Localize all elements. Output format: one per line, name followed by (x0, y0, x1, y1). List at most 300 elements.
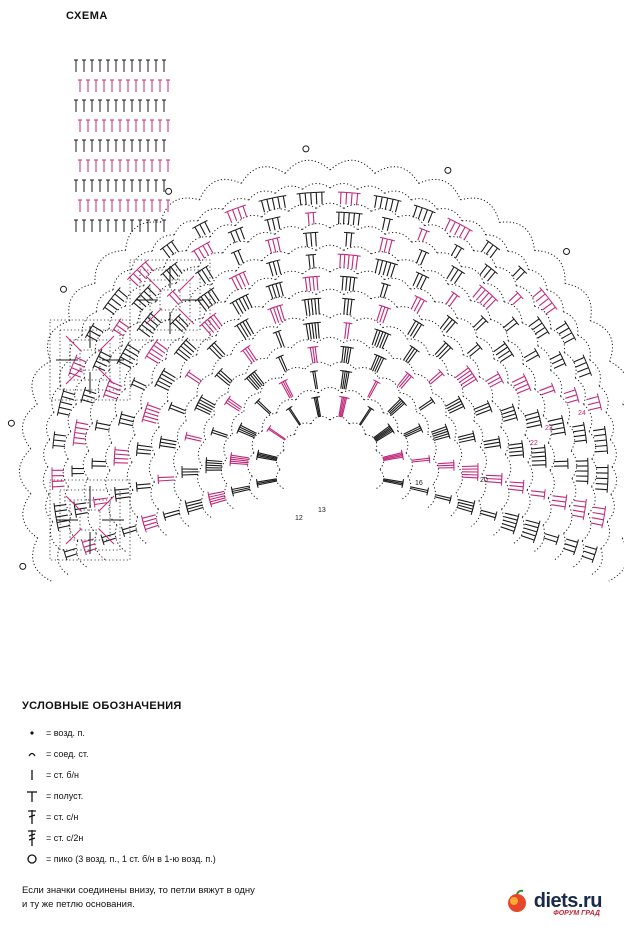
stitch-mark (53, 486, 65, 487)
stitch-mark (230, 463, 248, 464)
stitch-mark (238, 250, 243, 263)
stitch-mark (211, 317, 220, 328)
stitch-mark (269, 428, 285, 439)
stitch-mark (566, 539, 578, 542)
chain-ring (43, 183, 616, 574)
stitch-cap (565, 321, 568, 326)
stitch-mark (410, 323, 418, 337)
stitch-mark (189, 372, 202, 381)
legend-item: = соед. ст. (22, 743, 322, 764)
stitch-mark (137, 487, 151, 488)
stitch-cap (280, 196, 286, 197)
stitch-mark (121, 414, 135, 418)
stitch-mark (501, 527, 514, 531)
stitch-cap (605, 426, 606, 432)
stitch-mark (306, 324, 309, 340)
stitch-mark (106, 390, 119, 395)
legend-item: = возд. п. (22, 722, 322, 743)
stitch-cap (245, 345, 250, 348)
stitch-mark (141, 295, 150, 303)
stitch-mark (595, 489, 607, 490)
stitch-mark (158, 480, 174, 481)
stitch-mark (104, 395, 117, 399)
bar-icon (22, 767, 42, 783)
stitch-cap (485, 264, 490, 268)
stitch-cap (565, 429, 566, 435)
stitch-mark (587, 397, 599, 400)
stitch-mark (163, 248, 170, 258)
stitch-mark (305, 278, 307, 292)
stitch-mark (413, 324, 422, 338)
stitch-mark (413, 206, 417, 217)
stitch-mark (561, 333, 572, 339)
stitch-mark (531, 452, 545, 453)
stitch-mark (137, 449, 151, 451)
stitch-mark (114, 458, 128, 459)
stitch-mark (160, 446, 176, 448)
stitch-mark (342, 276, 343, 290)
stitch-mark (281, 383, 290, 399)
stitch-mark (596, 484, 608, 485)
stitch-mark (137, 453, 151, 454)
stitch-mark (433, 434, 448, 439)
stitch-mark (572, 515, 584, 517)
stitch-mark (462, 477, 478, 478)
stitch-mark (208, 320, 217, 331)
stitch-mark (117, 325, 127, 332)
picot-mark (166, 188, 172, 194)
stitch-mark (404, 426, 420, 434)
stitch-mark (206, 465, 222, 466)
stitch-mark (503, 520, 517, 524)
stitch-mark (278, 217, 280, 229)
stitch-mark (257, 402, 270, 414)
note-line: Если значки соединены внизу, то петли вяжут в одну (22, 885, 255, 896)
stitch-cap (432, 399, 435, 404)
stitch-cap (275, 217, 281, 218)
stitch-mark (554, 363, 565, 368)
stitch-mark (54, 440, 66, 441)
stitch-cap (346, 213, 352, 214)
stitch-cap (584, 422, 585, 428)
stitch-mark (593, 507, 605, 509)
legend-item: = ст. с/2н (22, 827, 322, 848)
stitch-mark (423, 210, 427, 221)
stitch-mark (315, 299, 316, 315)
stitch-cap (75, 507, 76, 513)
stitch-cap (106, 300, 110, 305)
site-logo[interactable] (504, 888, 602, 917)
stitch-mark (574, 435, 586, 437)
stitch-mark (111, 298, 121, 305)
stitch-mark (105, 307, 115, 314)
stitch-mark (277, 238, 280, 252)
row-number-label: 20 (480, 477, 488, 484)
stitch-mark (396, 201, 399, 213)
stitch-mark (181, 346, 192, 355)
stitch-cap (227, 396, 231, 401)
stitch-mark (455, 224, 461, 235)
stitch-mark (308, 213, 309, 225)
stitch-cap (165, 243, 170, 247)
stitch-mark (567, 400, 579, 403)
stitch-cap (94, 497, 95, 503)
stitch-cap (523, 488, 524, 494)
stitch-cap (136, 482, 137, 488)
stitch-cap (231, 487, 232, 493)
stitch-mark (509, 486, 523, 487)
stitch-mark (576, 481, 588, 482)
stitch-mark (290, 408, 301, 425)
stitch-mark (114, 330, 124, 337)
stitch-mark (243, 206, 247, 217)
stitch-mark (554, 461, 568, 462)
stitch-mark (233, 210, 237, 221)
stitch-cap (419, 323, 424, 326)
stitch-mark (144, 416, 158, 420)
stitch-mark (90, 330, 100, 336)
stitch-mark (346, 277, 347, 291)
stitch-mark (138, 445, 152, 447)
stitch-mark (375, 331, 380, 346)
stitch-mark (559, 328, 569, 334)
stitch-mark (57, 520, 69, 522)
stitch-mark (171, 405, 186, 411)
stitch-mark (262, 201, 265, 213)
stitch-cap (54, 503, 55, 509)
stitch-cap (586, 499, 587, 505)
stitch-mark (470, 348, 481, 357)
stitch-mark (234, 252, 240, 265)
stitch-mark (76, 422, 88, 424)
stitch-mark (593, 429, 605, 431)
stitch-cap (349, 299, 355, 300)
stitch-mark (589, 407, 601, 410)
stitch-mark (528, 425, 542, 428)
stitch-cap (312, 347, 318, 348)
stitch-mark (59, 407, 71, 410)
stitch-mark (544, 538, 557, 542)
stitch-mark (444, 320, 453, 331)
apple-icon (504, 888, 530, 914)
stitch-mark (316, 192, 317, 204)
stitch-mark (283, 382, 291, 398)
stitch-mark (146, 408, 159, 412)
stitch-mark (206, 460, 222, 461)
stitch-mark (283, 196, 285, 208)
stitch-mark (387, 219, 390, 231)
stitch-mark (200, 224, 206, 235)
stitch-mark (272, 198, 275, 210)
stitch-mark (369, 382, 378, 398)
stitch-mark (187, 375, 200, 384)
picot-mark (445, 167, 451, 173)
stitch-mark (272, 219, 275, 231)
logo-subtitle: ФОРУМ ГРАД (553, 910, 600, 917)
stitch-mark (564, 338, 575, 344)
stitch-cap (206, 457, 207, 463)
stitch-mark (148, 288, 157, 297)
legend-item: = пико (3 возд. п., 1 ст. б/н в 1-ю возд. п.) (22, 848, 322, 869)
stitch-mark (352, 255, 354, 269)
stitch-cap (583, 514, 584, 520)
stitch-cap (103, 305, 107, 310)
stitch-mark (56, 515, 68, 517)
stitch-mark (170, 408, 185, 414)
stitch-mark (240, 324, 248, 338)
stitch-mark (83, 395, 95, 399)
stitch-mark (385, 198, 388, 210)
stitch-mark (94, 498, 108, 500)
stitch-cap (605, 506, 606, 512)
stitch-mark (574, 501, 586, 503)
t-icon (22, 788, 42, 804)
stitch-mark (268, 240, 272, 254)
stitch-mark (463, 379, 477, 388)
stitch-mark (535, 327, 545, 334)
motif-stitch (66, 529, 82, 545)
picot-mark (564, 249, 570, 255)
stitch-mark (551, 432, 565, 434)
stitch-mark (550, 354, 561, 359)
stitch-mark (348, 255, 349, 269)
stitch-mark (178, 316, 188, 326)
stitch-mark (582, 556, 593, 560)
stitch-mark (529, 319, 539, 326)
stitch-cap (565, 504, 566, 510)
stitch-mark (92, 461, 106, 462)
chain-ring (127, 268, 532, 544)
stitch-cap (265, 219, 271, 220)
stitch-mark (564, 390, 575, 394)
stitch-mark (358, 214, 359, 226)
stitch-mark (267, 220, 270, 232)
chain-ring (276, 416, 384, 488)
stitch-mark (74, 438, 86, 440)
stitch-cap (73, 440, 74, 446)
stitch-mark (75, 433, 87, 435)
stitch-cap (402, 454, 403, 460)
stitch-mark (475, 406, 490, 412)
stitch-mark (357, 193, 358, 205)
stitch-mark (503, 418, 517, 422)
stitch-cap (349, 233, 355, 234)
stitch-mark (346, 347, 348, 363)
stitch-mark (163, 274, 171, 283)
stitch-mark (486, 475, 502, 476)
stitch-mark (522, 532, 535, 536)
stitch-mark (172, 242, 179, 252)
stitch-cap (584, 509, 585, 515)
stitch-mark (459, 374, 472, 383)
stitch-mark (383, 262, 387, 276)
stitch-cap (541, 422, 542, 428)
stitch-mark (198, 299, 207, 310)
stitch-cap (53, 437, 54, 443)
stitch-mark (382, 334, 388, 349)
stitch-mark (318, 323, 319, 339)
stitch-mark (476, 410, 491, 416)
stitch-cap (169, 240, 174, 243)
stitch-cap (355, 193, 361, 194)
motif-stitch (99, 336, 115, 352)
stitch-cap (196, 247, 201, 250)
stitch-mark (524, 528, 537, 532)
stitch-mark (461, 376, 475, 385)
stitch-mark (388, 240, 392, 254)
stitch-mark (268, 429, 285, 440)
stitch-cap (252, 370, 257, 374)
stitch-mark (142, 515, 156, 519)
stitch-mark (311, 299, 313, 315)
stitch-cap (355, 255, 361, 256)
stitch-cap (607, 443, 608, 449)
legend-item: = полуст. (22, 785, 322, 806)
stitch-cap (374, 196, 380, 197)
stitch-mark (482, 242, 489, 252)
stitch-cap (76, 419, 77, 425)
stitch-mark (145, 412, 158, 416)
stitch-mark (269, 263, 273, 276)
stitch-cap (352, 277, 358, 278)
stitch-mark (574, 440, 586, 441)
stitch-cap (385, 197, 391, 198)
stitch-mark (359, 408, 370, 425)
stitch-mark (346, 233, 347, 247)
stitch-cap (269, 197, 275, 198)
stitch-mark (434, 436, 449, 440)
stitch-cap (387, 218, 393, 219)
stitch-mark (167, 245, 174, 255)
stitch-cap (275, 260, 281, 261)
stitch-mark (418, 208, 422, 219)
stitch-mark (372, 330, 377, 345)
stitch-mark (108, 303, 118, 310)
stitch-mark (73, 443, 85, 444)
note-line: и ту же петлю основания. (22, 899, 135, 910)
stitch-mark (344, 299, 345, 315)
stitch-mark (577, 368, 588, 372)
stitch-mark (347, 323, 349, 339)
stitch-mark (116, 497, 130, 499)
stitch-mark (313, 255, 314, 269)
stitch-mark (143, 420, 157, 424)
stitch-mark (66, 554, 77, 558)
stitch-mark (505, 513, 519, 516)
picot-mark (8, 420, 14, 426)
stitch-mark (508, 443, 522, 445)
stitch-mark (594, 440, 606, 441)
stitch-mark (115, 493, 129, 495)
stitch-mark (573, 505, 585, 507)
motif-stitch (179, 276, 195, 292)
stitch-mark (137, 270, 145, 279)
stitch-mark (438, 463, 454, 464)
stitch-mark (384, 239, 387, 253)
stitch-cap (264, 199, 270, 200)
row-number-label: 13 (318, 507, 326, 514)
stitch-mark (509, 451, 523, 452)
stitch-mark (422, 231, 427, 242)
stitch-mark (144, 522, 157, 526)
stitch-mark (310, 348, 313, 364)
legend-item: = ст. б/н (22, 764, 322, 785)
stitch-mark (345, 323, 347, 339)
stitch-mark (526, 520, 540, 524)
stitch-cap (305, 213, 311, 214)
stitch-mark (269, 286, 274, 299)
stitch-mark (480, 265, 487, 275)
picot-mark (303, 146, 309, 152)
stitch-cap (173, 262, 178, 266)
stitch-cap (544, 494, 545, 500)
row-number-label: 16 (415, 480, 423, 487)
stitch-mark (565, 395, 577, 399)
stitch-mark (486, 479, 502, 480)
stitch-cap (314, 397, 320, 398)
stitch-mark (115, 489, 129, 490)
cross-icon (22, 809, 42, 825)
stitch-mark (474, 403, 489, 409)
stitch-cap (455, 294, 460, 298)
stitch-mark (532, 323, 542, 330)
stitch-mark (513, 268, 521, 277)
stitch-cap (415, 349, 420, 353)
stitch-mark (63, 391, 75, 395)
stitch-mark (115, 294, 124, 302)
stitch-mark (417, 250, 422, 263)
stitch-mark (384, 285, 388, 298)
stitch-mark (451, 246, 457, 256)
stitch-cap (500, 443, 501, 449)
stitch-mark (353, 278, 355, 292)
stitch-mark (573, 510, 585, 512)
stitch-mark (490, 248, 497, 258)
stitch-cap (554, 305, 558, 310)
stitch-mark (450, 222, 455, 233)
stitch-cap (112, 327, 115, 332)
stitch-mark (171, 267, 178, 276)
stitch-mark (455, 248, 461, 258)
stitch-mark (277, 261, 280, 275)
stitch-cap (459, 247, 464, 250)
stitch-cap (185, 500, 186, 506)
stitch-mark (500, 407, 513, 412)
stitch-cap (347, 323, 353, 324)
stitch-mark (543, 303, 553, 310)
legend-note (22, 884, 402, 912)
stitch-cap (274, 237, 280, 238)
stitch-mark (553, 496, 567, 498)
stitch-mark (137, 484, 151, 485)
stitch-mark (194, 251, 200, 261)
stitch-mark (145, 525, 158, 529)
stitch-mark (502, 524, 515, 528)
stitch-mark (383, 218, 386, 230)
stitch-mark (572, 425, 584, 427)
stitch-mark (351, 193, 352, 205)
stitch-mark (348, 213, 349, 225)
stitch-mark (484, 442, 500, 445)
stitch-mark (512, 297, 521, 305)
stitch-mark (313, 347, 315, 363)
stitch-mark (186, 340, 196, 349)
stitch-cap (118, 319, 121, 324)
stitch-mark (52, 481, 64, 482)
stitch-mark (504, 517, 518, 521)
stitch-mark (133, 274, 142, 282)
stitch-mark (119, 423, 133, 426)
